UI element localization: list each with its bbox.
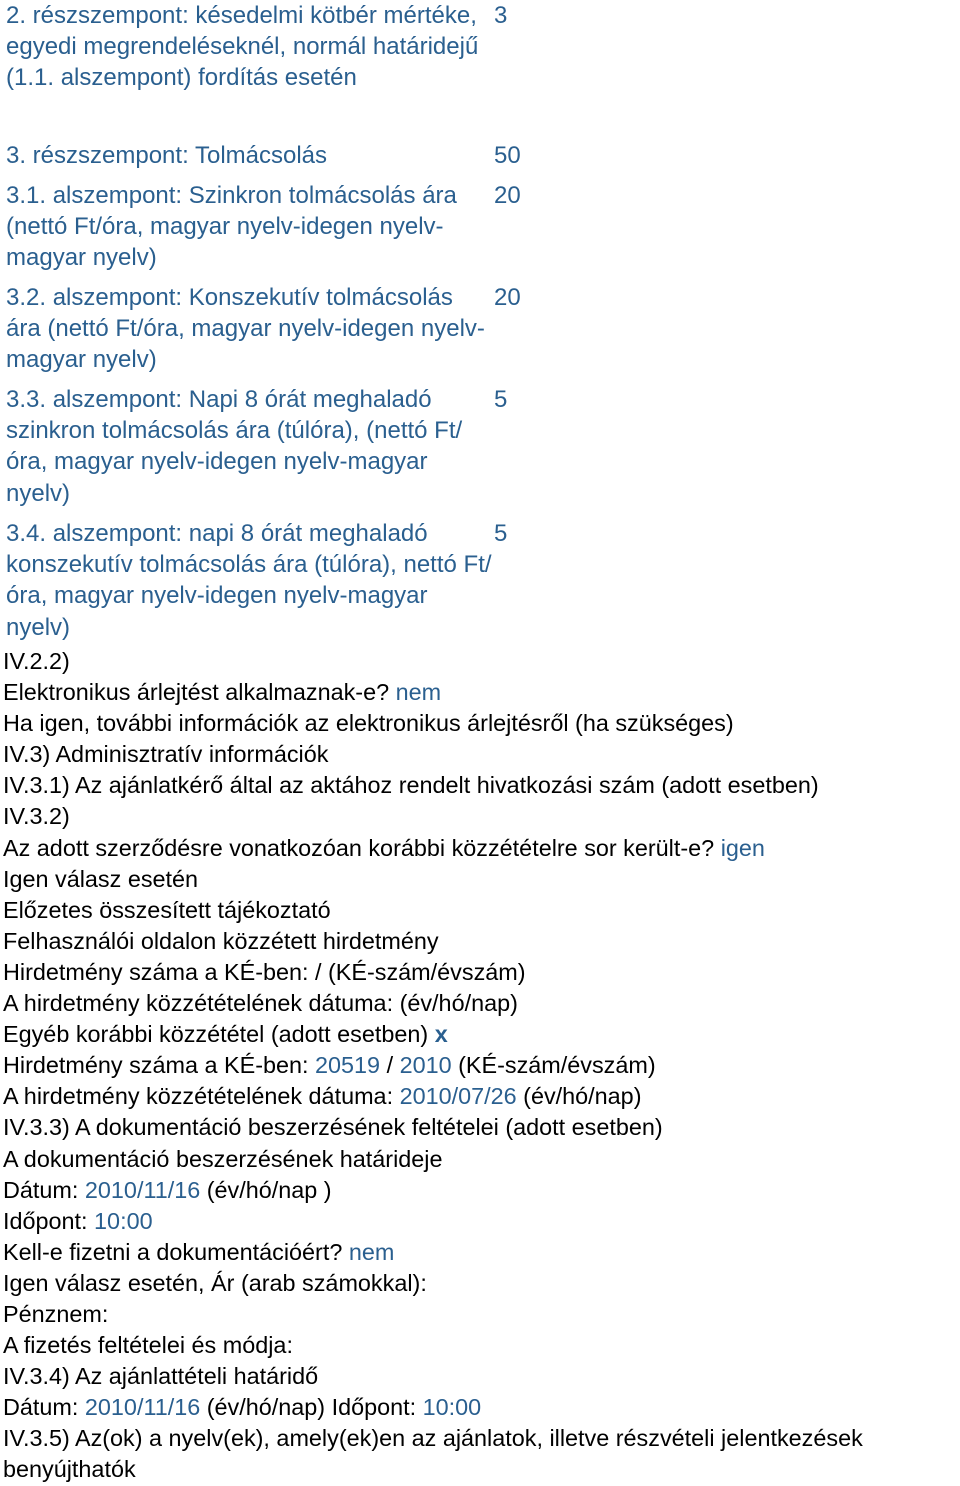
label-text: Időpont:: [331, 1394, 417, 1421]
publication-date-line: [3, 1081, 960, 1112]
label-text: Dátum:: [3, 1176, 79, 1203]
label-text: Hirdetmény száma a KÉ-ben:: [3, 1052, 309, 1079]
evaluation-criteria-table: [6, 0, 546, 642]
submission-date: 2010/11/16: [84, 1394, 201, 1421]
criteria-name: 2. részszempont: késedelmi kötbér mértéke, egyedi megrendeléseknél, normál határidejű (1.1. alszempont) fordítás esetén: [6, 2, 479, 92]
section-heading: IV.3.1) Az ajánlatkérő által az aktához rendelt hivatkozási szám (adott esetben): [3, 772, 819, 799]
question-line: [3, 1237, 960, 1268]
format-hint: (év/hó/nap): [523, 1083, 642, 1110]
criteria-name: 3.4. alszempont: napi 8 órát meghaladó konszekutív tolmácsolás ára (túlóra), nettó Ft/óra, magyar nyelv-idegen nyelv-magyar nyelv): [6, 520, 492, 641]
section-heading: IV.3.2): [3, 803, 70, 830]
criteria-name: 3.3. alszempont: Napi 8 órát meghaladó szinkron tolmácsolás ára (túlóra), (nettó Ft/óra, magyar nyelv-idegen nyelv-magyar nyelv): [6, 386, 463, 507]
answer-value: nem: [348, 1238, 395, 1265]
submission-time: 10:00: [422, 1394, 482, 1421]
publication-date: 2010/07/26: [399, 1083, 517, 1110]
criteria-row: [6, 180, 546, 282]
criteria-row: [6, 140, 546, 180]
question-text: Elektronikus árlejtést alkalmaznak-e?: [3, 679, 390, 706]
question-line: [3, 833, 960, 864]
text-line: A dokumentáció beszerzésének határideje: [3, 1145, 443, 1172]
section-heading: IV.3.3) A dokumentáció beszerzésének feltételei (adott esetben): [3, 1114, 663, 1141]
criteria-name: 3. részszempont: Tolmácsolás: [6, 142, 328, 169]
text-line: Hirdetmény száma a KÉ-ben: / (KÉ-szám/évszám): [3, 958, 526, 985]
notice-year: 2010: [399, 1052, 452, 1079]
criteria-weight: 5: [494, 386, 508, 413]
notice-number: 20519: [315, 1052, 381, 1079]
question-line: [3, 1019, 960, 1050]
criteria-row: [6, 282, 546, 384]
separator: /: [386, 1052, 394, 1079]
date-line: [3, 1175, 960, 1206]
section-heading: IV.2.2): [3, 648, 70, 674]
question-text: Kell-e fizetni a dokumentációért?: [3, 1238, 343, 1265]
criteria-name: 3.1. alszempont: Szinkron tolmácsolás ára (nettó Ft/óra, magyar nyelv-idegen nyelv-magyar nyelv): [6, 182, 457, 272]
section-heading: IV.3) Adminisztratív információk: [3, 741, 329, 768]
text-line: Ha igen, további információk az elektronikus árlejtésről (ha szükséges): [3, 710, 734, 737]
datetime-line: [3, 1392, 960, 1423]
text-line: A hirdetmény közzétételének dátuma: (év/hó/nap): [3, 990, 518, 1017]
format-hint: (év/hó/nap): [206, 1394, 326, 1421]
notice-body: [3, 646, 960, 1486]
deadline-date: 2010/11/16: [84, 1176, 201, 1203]
question-line: [3, 677, 960, 708]
criteria-weight: 20: [494, 284, 521, 311]
text-line: Igen válasz esetén, Ár (arab számokkal):: [3, 1269, 427, 1296]
criteria-row: [6, 518, 546, 642]
check-mark: x: [434, 1021, 448, 1048]
format-hint: (KÉ-szám/évszám): [458, 1052, 656, 1079]
criteria-weight: 20: [494, 182, 521, 209]
answer-value: igen: [720, 834, 765, 861]
notice-number-line: [3, 1050, 960, 1081]
text-line: A fizetés feltételei és módja:: [3, 1332, 293, 1359]
text-line: Pénznem:: [3, 1300, 109, 1327]
text-line: Előzetes összesített tájékoztató: [3, 896, 331, 923]
text-line: Felhasználói oldalon közzétett hirdetmény: [3, 927, 439, 954]
criteria-weight: 50: [494, 142, 521, 169]
text-line: benyújthatók: [3, 1456, 136, 1483]
format-hint: (év/hó/nap ): [206, 1176, 332, 1203]
label-text: A hirdetmény közzétételének dátuma:: [3, 1083, 394, 1110]
text-line: Igen válasz esetén: [3, 865, 199, 892]
question-text: Egyéb korábbi közzététel (adott esetben): [3, 1021, 429, 1048]
criteria-weight: 3: [494, 2, 508, 29]
criteria-name: 3.2. alszempont: Konszekutív tolmácsolás ára (nettó Ft/óra, magyar nyelv-idegen nyelv-magyar nyelv): [6, 284, 485, 374]
section-heading: IV.3.5) Az(ok) a nyelv(ek), amely(ek)en az ajánlatok, illetve részvételi jelentkezések: [3, 1425, 863, 1452]
label-text: Dátum:: [3, 1394, 79, 1421]
answer-value: nem: [395, 679, 442, 706]
criteria-row: [6, 0, 546, 140]
question-text: Az adott szerződésre vonatkozóan korábbi közzétételre sor került-e?: [3, 834, 715, 861]
criteria-row: [6, 384, 546, 518]
time-line: [3, 1206, 960, 1237]
label-text: Időpont:: [3, 1207, 88, 1234]
section-heading: IV.3.4) Az ajánlattételi határidő: [3, 1363, 319, 1390]
criteria-weight: 5: [494, 520, 508, 547]
deadline-time: 10:00: [94, 1207, 153, 1234]
